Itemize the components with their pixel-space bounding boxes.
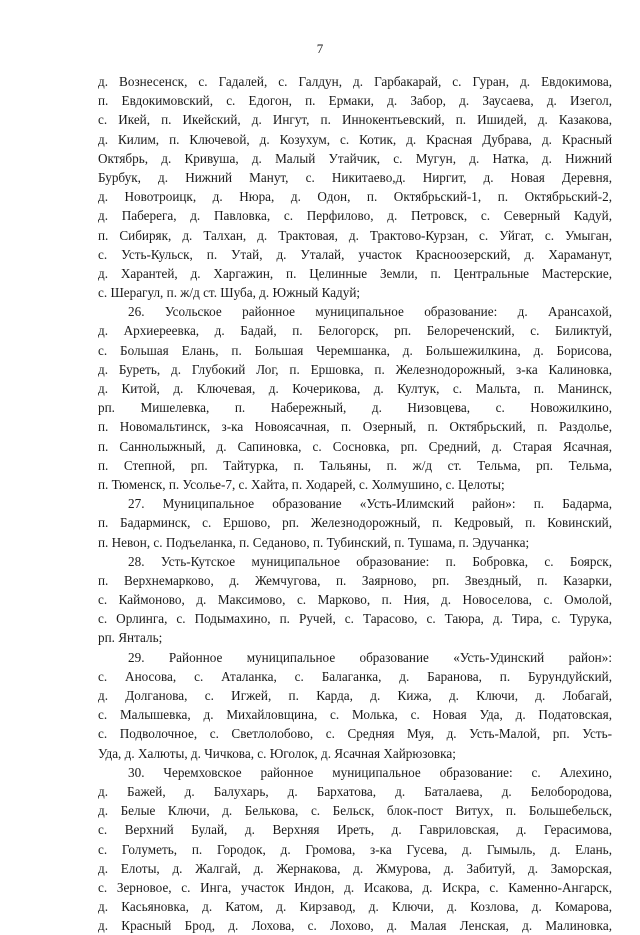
- text-line: д. Красный Брод, д. Лохова, с. Лохово, д. Малая Ленская, д. Малиновка,: [98, 918, 612, 934]
- document-body: [98, 72, 612, 935]
- text-line: д. Паберега, д. Павловка, с. Перфилово, д. Петровск, с. Северный Кадуй,: [98, 208, 612, 224]
- text-line: п. Верхнемарково, д. Жемчугова, п. Заярново, рп. Звездный, п. Казарки,: [98, 572, 612, 588]
- text-line: 30. Черемховское районное муниципальное образование: с. Алехино,: [128, 764, 612, 780]
- text-line: с. Зерновое, с. Инга, участок Индон, д. Исакова, д. Искра, с. Каменно-Ангарск,: [98, 879, 612, 895]
- text-line: с. Подволочное, с. Светлолобово, с. Средняя Муя, д. Усть-Малой, рп. Усть-: [98, 726, 612, 742]
- text-line: д. Архиереевка, д. Бадай, п. Белогорск, рп. Белореченский, с. Биликтуй,: [98, 323, 612, 339]
- text-line: Бурбук, д. Нижний Манут, с. Никитаево,д. Ниргит, д. Новая Деревня,: [98, 169, 612, 185]
- text-line: рп. Мишелевка, п. Набережный, д. Низовцева, с. Новожилкино,: [98, 400, 612, 416]
- text-line: 28. Усть-Кутское муниципальное образование: п. Бобровка, с. Боярск,: [128, 553, 612, 569]
- text-line: с. Голуметь, п. Городок, д. Громова, з-ка Гусева, д. Гымыль, д. Елань,: [98, 841, 612, 857]
- text-line: д. Елоты, д. Жалгай, д. Жернакова, д. Жмурова, д. Забитуй, д. Заморская,: [98, 860, 612, 876]
- text-line: д. Буреть, д. Глубокий Лог, п. Ершовка, п. Железнодорожный, з-ка Калиновка,: [98, 361, 612, 377]
- text-line: п. Степной, рп. Тайтурка, п. Тальяны, п. ж/д ст. Тельма, рп. Тельма,: [98, 457, 612, 473]
- text-line: д. Долганова, с. Игжей, п. Карда, д. Кижа, д. Ключи, д. Лобагай,: [98, 688, 612, 703]
- text-line: д. Килим, п. Ключевой, д. Козухум, с. Котик, д. Красная Дубрава, д. Красный: [98, 131, 612, 147]
- text-line: д. Харантей, д. Харгажин, п. Целинные Земли, п. Центральные Мастерские,: [98, 265, 612, 281]
- text-line: Октябрь, д. Кривуша, д. Малый Утайчик, с. Мугун, д. Натка, д. Нижний: [98, 150, 612, 166]
- page-number: 7: [316, 41, 324, 56]
- text-line: д. Вознесенск, с. Гадалей, с. Галдун, д. Гарбакарай, с. Гуран, д. Евдокимова,: [98, 74, 612, 89]
- text-line: 27. Муниципальное образование «Усть-Илимский район»: п. Бадарма,: [128, 496, 612, 512]
- text-line: д. Касьяновка, д. Катом, д. Кирзавод, д. Ключи, д. Козлова, д. Комарова,: [98, 899, 612, 915]
- text-line: 26. Усольское районное муниципальное образование: д. Арансахой,: [128, 304, 612, 320]
- text-line: п. Новомальтинск, з-ка Новоясачная, п. Озерный, п. Октябрьский, п. Раздолье,: [98, 419, 612, 435]
- text-line: с. Верхний Булай, д. Верхняя Иреть, д. Гавриловская, д. Герасимова,: [98, 822, 612, 838]
- text-line: с. Аносова, с. Аталанка, с. Балаганка, д. Баранова, п. Бурундуйский,: [98, 668, 612, 684]
- text-line: 29. Районное муниципальное образование «Усть-Удинский район»:: [128, 649, 612, 665]
- text-line: с. Малышевка, д. Михайловщина, с. Молька, с. Новая Уда, д. Податовская,: [98, 707, 612, 723]
- text-line: д. Китой, д. Ключевая, д. Кочерикова, д. Култук, с. Мальта, п. Манинск,: [98, 381, 612, 396]
- text-line: д. Новотроицк, д. Нюра, д. Одон, п. Октябрьский-1, п. Октябрьский-2,: [98, 189, 612, 205]
- text-line: с. Усть-Кульск, п. Утай, д. Уталай, участок Красноозерский, д. Хараманут,: [98, 246, 612, 262]
- text-line: п. Сибиряк, д. Талхан, д. Трактовая, д. Трактово-Курзан, с. Уйгат, с. Умыган,: [98, 227, 612, 243]
- text-line: рп. Янталь;: [98, 630, 163, 646]
- text-line: п. Евдокимовский, с. Едогон, п. Ермаки, д. Забор, д. Заусаева, д. Изегол,: [98, 93, 612, 109]
- text-line: с. Большая Елань, п. Большая Черемшанка, д. Большежилкина, д. Борисова,: [98, 342, 612, 358]
- text-line: п. Невон, с. Подъеланка, п. Седаново, п. Тубинский, п. Тушама, п. Эдучанка;: [98, 534, 530, 550]
- text-line: д. Белые Ключи, д. Белькова, с. Бельск, блок-пост Витух, п. Большебельск,: [98, 803, 612, 819]
- text-line: с. Каймоново, д. Максимово, с. Марково, п. Ния, д. Новоселова, с. Омолой,: [98, 592, 612, 608]
- text-line: п. Тюменск, п. Усолье-7, с. Хайта, п. Ходарей, с. Холмушино, с. Целоты;: [98, 476, 505, 492]
- text-line: с. Орлинга, с. Подымахино, п. Ручей, с. Тарасово, с. Таюра, д. Тира, с. Турука,: [98, 611, 612, 627]
- text-line: п. Бадарминск, с. Ершово, рп. Железнодорожный, п. Кедровый, п. Ковинский,: [98, 515, 612, 531]
- text-line: с. Шерагул, п. ж/д ст. Шуба, д. Южный Кадуй;: [98, 285, 361, 301]
- text-line: п. Саннолыжный, д. Сапиновка, с. Сосновка, рп. Средний, д. Старая Ясачная,: [98, 438, 612, 454]
- text-line: д. Бажей, д. Балухарь, д. Бархатова, д. Баталаева, д. Белобородова,: [98, 783, 612, 799]
- text-line: с. Икей, п. Икейский, д. Ингут, п. Иннокентьевский, п. Ишидей, д. Казакова,: [98, 112, 612, 128]
- text-line: Уда, д. Халюты, д. Чичкова, с. Юголок, д. Ясачная Хайрюзовка;: [98, 745, 456, 761]
